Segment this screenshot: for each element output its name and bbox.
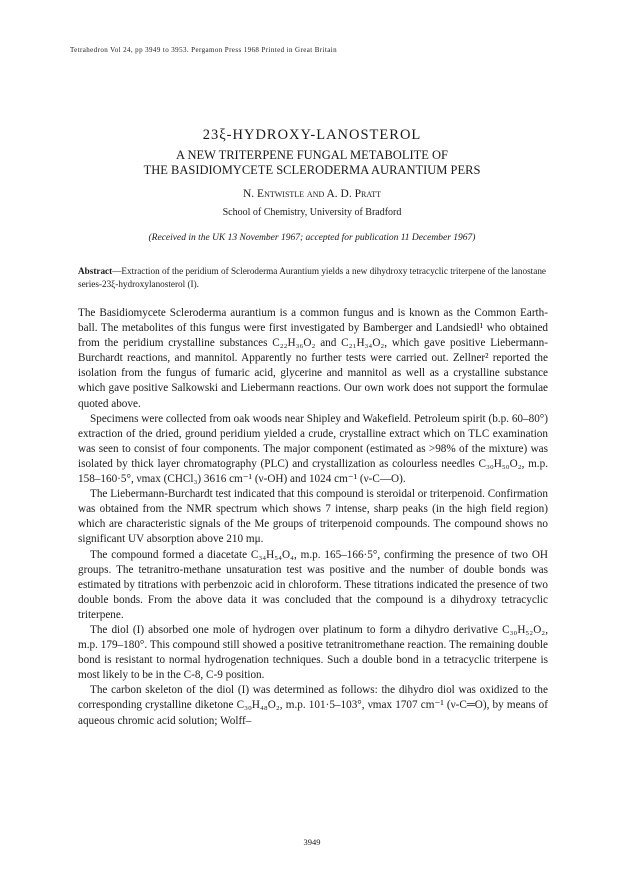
- abstract: [78, 265, 546, 291]
- article-title: 23ξ-HYDROXY-LANOSTEROL: [202, 127, 422, 143]
- subtitle-line-1: A NEW TRITERPENE FUNGAL METABOLITE OF: [175, 148, 449, 162]
- authors: N. Entwistle and A. D. Pratt: [242, 188, 382, 200]
- article-subtitle: [0, 148, 624, 178]
- abstract-label: Abstract: [78, 266, 113, 276]
- paragraph-5: The diol (I) absorbed one mole of hydrogen over platinum to form a dihydro derivative C₃₀H₅₂O₂, m.p. 179–180°. This compound still showed a positive tetranitromethane reaction. The remaining double bond is resistant to normal hydrogenation techniques. Such a double bond in a tetracyclic triterpene is most likely to be in the C-8, C-9 position.: [78, 623, 548, 682]
- abstract-text: —Extraction of the peridium of Scleroderma Aurantium yields a new dihydroxy tetracyclic triterpene of the lanostane series-23ξ-hydroxylanosterol (I).: [78, 266, 546, 289]
- paragraph-3: The Liebermann-Burchardt test indicated that this compound is steroidal or triterpenoid. Confirmation was obtained from the NMR spectrum which shows 7 intense, sharp peaks (in the high field region) which are characteristic signals of the Me groups of triterpenoid compounds. The compound shows no significant UV absorption above 210 mμ.: [78, 488, 548, 546]
- received-dates: (Received in the UK 13 November 1967; accepted for publication 11 December 1967): [148, 233, 476, 243]
- paragraph-2: Specimens were collected from oak woods near Shipley and Wakefield. Petroleum spirit (b.p. 60–80°) extraction of the dried, ground peridium yielded a crude, crystalline extract which on TLC examination was seen to consist of four components. The major component (estimated as >98% of the mixture) was isolated by thick layer chromatography (PLC) and crystallization as colourless needles C₃₀H₅₀O₂, m.p. 158–160·5°, νmax (CHCl₃) 3616 cm⁻¹ (ν-OH) and 1024 cm⁻¹ (ν-C—O).: [78, 412, 548, 486]
- paragraph-1: The Basidiomycete Scleroderma aurantium is a common fungus and is known as the Common Earth-ball. The metabolites of this fungus were first investigated by Bamberger and Landsiedl¹ who obtained from the peridium crystalline substances C₂₂H₃₆O₂ and C₂₁H₃₄O₂, which gave positive Liebermann-Burchardt reactions, and mannitol. Apparently no further tests were carried out. Zellner² reported the isolation from the fungus of fumaric acid, glycerine and mannitol as well as a crystalline substance which gave positive Salkowski and Liebermann reactions. Our own work does not support the formulae quoted above.: [78, 307, 548, 410]
- paragraph-4: The compound formed a diacetate C₃₄H₅₄O₄, m.p. 165–166·5°, confirming the presence of two OH groups. The tetranitro-methane unsaturation test was positive and the number of double bonds was estimated by titrations with perbenzoic acid in chloroform. These titrations indicated the presence of two double bonds. From the above data it was concluded that the compound is a dihydroxy tetracyclic triterpene.: [78, 548, 548, 621]
- affiliation: School of Chemistry, University of Bradford: [222, 207, 402, 218]
- paragraph-6: The carbon skeleton of the diol (I) was determined as follows: the dihydro diol was oxidized to the corresponding crystalline diketone C₃₀H₄₈O₂, m.p. 101·5–103°, νmax 1707 cm⁻¹ (ν-C═O), by means of aqueous chromic acid solution; Wolff–: [78, 684, 548, 727]
- body-text: [78, 306, 548, 729]
- running-header: Tetrahedron Vol 24, pp 3949 to 3953. Pergamon Press 1968 Printed in Great Britain: [70, 46, 337, 54]
- subtitle-line-2: THE BASIDIOMYCETE SCLERODERMA AURANTIUM PERS: [143, 163, 481, 177]
- page-number: 3949: [303, 837, 321, 847]
